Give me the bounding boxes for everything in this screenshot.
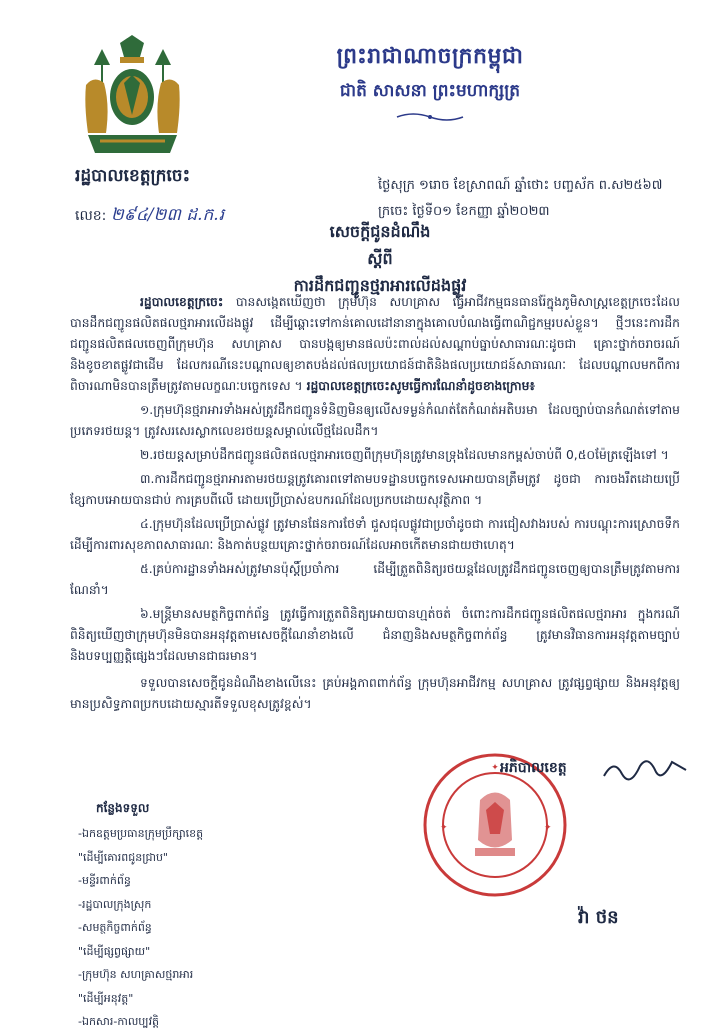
instruction-item: ១.ក្រុមហ៊ុនថ្មរាអារទាំងអស់ត្រូវដឹកជញ្ជូនទំនិញមិនឲ្យលើសទម្ងន់កំណត់តែកំណត់អតិបរមា ដែលច្បាប់បានកំណត់ទៅតាមប្រភេទរថយន្ត។ ត្រូវសរសេរស្លាកលេខរថយន្តសម្គាល់លើថ្មដែលដឹក។ <box>70 403 680 438</box>
kingdom-motto: ជាតិ សាសនា ព្រះមហាក្សត្រ <box>339 81 521 101</box>
kingdom-header <box>260 42 600 123</box>
recipients-heading: កន្លែងទទួល <box>96 801 150 815</box>
recipient-item: "ដើម្បីផ្សព្វផ្សាយ" <box>78 944 151 958</box>
solar-date: ក្រចេះ ថ្ងៃទី០១ ខែកញ្ញា ឆ្នាំ២០២៣ <box>378 204 550 219</box>
ornament-divider-icon <box>395 111 465 123</box>
instruction-item: ៤.ក្រុមហ៊ុនដែលប្រើប្រាស់ផ្លូវ ត្រូវមានផែនការថែទាំ ជួសជុលផ្លូវជាប្រចាំដូចជា ការជៀសវាងរបស់ ការបណ្តុះការស្រោចទឹក ដើម្បីការពារសុខភាពសាធារណៈ និងកាត់បន្ថយគ្រោះថ្នាក់ចរាចរណ៍ដែលអាចកើតមានជាយថាហេតុ។ <box>70 517 680 552</box>
intro-paragraph <box>70 292 680 397</box>
instruction-item: ៥.គ្រប់ការដ្ឋានទាំងអស់ត្រូវមានប៉ុស្តិ៍ប្រចាំការ ដើម្បីត្រួតពិនិត្យរថយន្តដែលត្រូវដឹកជញ្ជូនចេញឲ្យបានត្រឹមត្រូវតាមការណែនាំ។ <box>70 562 680 597</box>
instruction-item: ៣.ការដឹកជញ្ជូនថ្មរាអារតាមរថយន្តត្រូវគោរពទៅតាមបទដ្ឋានបច្ចេកទេសអោយបានត្រឹមត្រូវ ដូចជា ការចងរឹតដោយប្រើខ្សែកាបអោយបានជាប់ ការគ្របពីលើ ដោយប្រើប្រាស់ឧបករណ៍ដែលប្រកបដោយសុវត្ថិភាព ។ <box>70 472 680 507</box>
recipient-item: -ក្រុមហ៊ុន សហគ្រាសថ្មរាអារ <box>78 968 194 981</box>
document-subject: ការដឹកជញ្ជូនថ្មរាអារលើដងផ្លូវ <box>293 276 467 295</box>
office-name: រដ្ឋបាលខេត្តក្រចេះ <box>75 166 191 186</box>
signature-scribble-icon <box>600 752 690 792</box>
royal-emblem-icon <box>80 35 185 165</box>
document-titles <box>180 218 580 299</box>
recipients-list <box>78 800 203 1034</box>
svg-text:✦: ✦ <box>440 823 448 833</box>
closing-paragraph: ទទួលបានសេចក្តីជូនដំណឹងខាងលើនេះ គ្រប់អង្គភាពពាក់ព័ន្ធ ក្រុមហ៊ុនអាជីវកម្ម សហគ្រាស ត្រូវផ្សព្វផ្សាយ និងអនុវត្តឲ្យមានប្រសិទ្ធភាពប្រកបដោយស្មារតីទទួលខុសត្រូវខ្ពស់។ <box>70 676 680 711</box>
signer-name: វ៉ា ថន <box>578 907 619 928</box>
document-type: សេចក្តីជូនដំណឹង <box>329 222 431 241</box>
recipient-item: -រដ្ឋបាលក្រុងស្រុក <box>78 897 152 911</box>
kingdom-title: ព្រះរាជាណាចក្រកម្ពុជា <box>336 44 524 69</box>
instruction-item: ៦.មន្ត្រីមានសមត្ថកិច្ចពាក់ព័ន្ធ ត្រូវធ្វើការត្រួតពិនិត្យអោយបានហ្មត់ចត់ ចំពោះការដឹកជញ្ជូនផលិតផលថ្មរាអារ ក្នុងករណីពិនិត្យឃើញថាក្រុមហ៊ុនមិនបានអនុវត្តតាមសេចក្តីណែនាំខាងលើ ជំនាញនិងសមត្ថកិច្ចពាក់ព័ន្ធ ត្រូវមានវិធានការអនុវត្តតាមច្បាប់ និងបទប្បញ្ញត្តិផ្សេងៗដែលមានជាធរមាន។ <box>70 607 680 663</box>
recipient-item: "ដើម្បីគោរពជូនជ្រាប" <box>78 850 168 864</box>
recipient-item: -សមត្ថកិច្ចពាក់ព័ន្ធ <box>78 921 152 934</box>
intro-tail: រដ្ឋបាលខេត្តក្រចេះសូមធ្វើការណែនាំដូចខាងក្រោម៖ <box>306 379 535 393</box>
signature-office: អភិបាលខេត្ត <box>500 760 567 776</box>
intro-text: បានសង្កេតឃើញថា ក្រុមហ៊ុន សហគ្រាស ធ្វើអាជីវកម្មធនធានរ៉ែក្នុងភូមិសាស្ត្រខេត្តក្រចេះដែលបានដឹកជញ្ជូនផលិតផលថ្មរាអារលើដងផ្លូវ ដើម្បីឆ្ពោះទៅកាន់គោលដៅនានាក្នុងគោលបំណងធ្វើពាណិជ្ជកម្មរបស់ខ្លួន។ ថ្មីៗនេះការដឹកជញ្ជូនផលិតផលចេញពីក្រុមហ៊ុន សហគ្រាស បានបង្កឲ្យមានផលប៉ះពាល់ដល់សណ្តាប់ធ្នាប់សាធារណៈដូចជា គ្រោះថ្នាក់ចរាចរណ៍ និងខូចខាតផ្លូវជាដើម ដែលករណីនេះបណ្តាលឲ្យខាតបង់ដល់ផលប្រយោជន៍ជាតិនិងផលប្រយោជន៍សាធារណៈ ដែលបណ្តាលមកពីការពិចារណាមិនបានត្រឹមត្រូវតាមលក្ខណៈបច្ចេកទេស ។ <box>70 295 680 393</box>
document-body <box>70 292 680 718</box>
recipient-item: -ឯកសារ-កាលប្បវត្តិ <box>78 1015 160 1028</box>
recipient-item: -មន្ទីរពាក់ព័ន្ធ <box>78 874 131 887</box>
reference-label: លេខ: <box>75 208 107 224</box>
recipient-item: "ដើម្បីអនុវត្ត" <box>78 991 134 1005</box>
about-label: ស្តីពី <box>367 249 393 268</box>
reference-value: ២៩៤/២៣ ដ.ក.រ <box>110 205 225 225</box>
recipient-item: -ឯកឧត្តមប្រធានក្រុមប្រឹក្សាខេត្ត <box>78 827 204 840</box>
svg-text:✦: ✦ <box>491 763 499 773</box>
intro-lead: រដ្ឋបាលខេត្តក្រចេះ <box>140 295 224 309</box>
instruction-item: ២.រថយន្តសម្រាប់ដឹកជញ្ជូនផលិតផលថ្មរាអារចេញពីក្រុមហ៊ុនត្រូវមានទ្រុងដែលមានកម្ពស់ចាប់ពី 0,៥០ម៉ែត្រឡើងទៅ ។ <box>140 448 669 462</box>
svg-text:✦: ✦ <box>544 823 552 833</box>
lunar-date: ថ្ងៃសុក្រ ១រោច ខែស្រាពណ៍ ឆ្នាំថោះ បញ្ចស័ក ព.ស២៥៦៧ <box>378 178 663 193</box>
